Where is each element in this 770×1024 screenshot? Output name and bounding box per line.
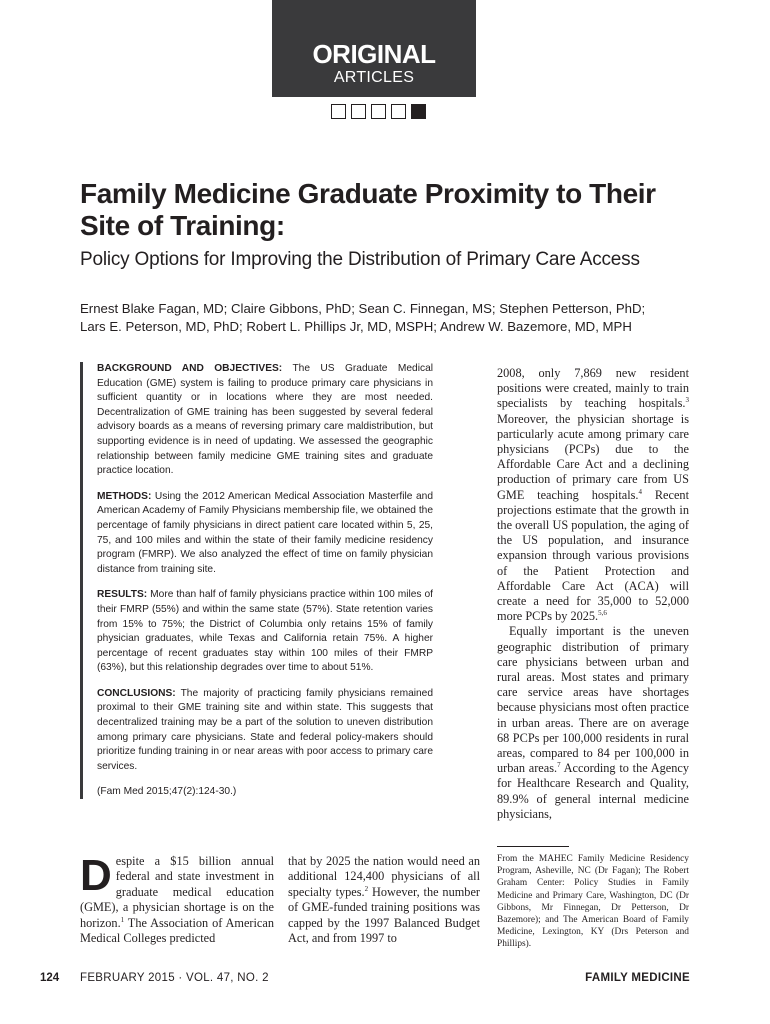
author-list [80, 300, 720, 336]
body-paragraph [497, 624, 689, 822]
drop-cap: D [80, 851, 112, 900]
indicator-box-empty [391, 104, 406, 119]
abstract-heading: BACKGROUND AND OBJECTIVES: [97, 363, 283, 374]
section-title: ORIGINAL [312, 39, 436, 69]
journal-name: FAMILY MEDICINE [585, 972, 690, 984]
reference-marker: 4 [638, 487, 642, 496]
abstract-results [97, 588, 433, 676]
body-column-left [80, 851, 274, 946]
issue-info: FEBRUARY 2015 · VOL. 47, NO. 2 [80, 972, 269, 984]
abstract-text: The US Graduate Medical Education (GME) system is failing to produce primary care physicians in sufficient quantity or in locations where they are most needed. Decentralization of GME training has been suggested by several federal advisory boards as a means of reversing primary care maldistribution, but supporting evidence is in need of updating. We assessed the geographic relationship between family medicine GME training sites and graduate practice location. [97, 363, 433, 477]
body-text: 2008, only 7,869 new resident positions were created, mainly to train specialists by teaching hospitals. [497, 366, 689, 411]
body-column-right [497, 366, 689, 822]
abstract-text: More than half of family physicians practice within 100 miles of their FMRP (55%) and within the same state (57%). State retention varies from 15% to 75%; the District of Columbia only retains 15% of family physician graduates, while Texas and California retain 75%. A higher percentage of recent graduates stay within 100 miles of their FMRP (63%), but this relationship degrades over time to about 51%. [97, 589, 433, 674]
body-text: However, the number of GME-funded training positions was capped by the 1997 Balanced Budget Act, and from 1997 to [288, 884, 480, 946]
body-text: The Association of American Medical Colleges predicted [80, 915, 274, 946]
author-line: Lars E. Peterson, MD, PhD; Robert L. Phillips Jr, MD, MSPH; Andrew W. Bazemore, MD, MPH [80, 319, 632, 334]
abstract-heading: CONCLUSIONS: [97, 687, 176, 699]
page-footer [40, 972, 690, 988]
affiliation-footnote: From the MAHEC Family Medicine Residency Program, Asheville, NC (Dr Fagan); The Robert Graham Center: Policy Studies in Family Medicine and Primary Care, Washington, DC (Dr Gibbons, Mr Finnegan, Dr Petterson, Dr Bazemore); and The American Board of Family Medicine, Lexington, KY (Drs Peterson and Phillips). [497, 854, 689, 950]
footnote-rule [497, 846, 569, 847]
abstract-text: Using the 2012 American Medical Association Masterfile and American Academy of Family Physicians membership file, we obtained the percentage of family physicians in direct patient care located within 5, 25, 75, and 100 miles and within the state of their family medicine residency program (FMRP). We also analyzed the effect of time on family physician distance from training site. [97, 490, 433, 575]
section-subtitle: ARTICLES [333, 69, 415, 86]
abstract-background [97, 362, 433, 479]
reference-marker: 2 [364, 884, 369, 893]
abstract [80, 362, 433, 799]
reference-marker: 7 [557, 761, 561, 770]
body-text: espite a $15 billion annual federal and state investment in graduate medical education (GME), a physician shortage is on the horizon. [80, 854, 274, 930]
article-subtitle: Policy Options for Improving the Distribution of Primary Care Access [80, 249, 640, 270]
abstract-methods [97, 490, 433, 578]
body-text: Recent projections estimate that the growth in the overall US population, the aging of the US population, and insurance expansion through various provisions of the Patient Protection and Affordable Care Act (ACA) will create a need for 35,000 to 52,000 more PCPs by 2025. [497, 487, 689, 624]
body-text: According to the Agency for Healthcare Research and Quality, 89.9% of general internal medicine physicians, [497, 761, 690, 821]
section-indicator [331, 104, 426, 120]
abstract-text: The majority of practicing family physicians remained proximal to their GME training site and within state. This suggests that decentralized training may be a part of the solution to uneven distribution among primary care physicians. State and federal policy-makers should prioritize funding training in or near areas with poor access to primary care services. [97, 687, 433, 772]
body-text: Moreover, the physician shortage is particularly acute among primary care physicians (PCPs) due to the Affordable Care Act and a declining production of primary care from US GME teaching hospitals. [497, 411, 689, 502]
reference-marker: 5,6 [598, 609, 607, 618]
body-text: that by 2025 the nation would need an additional 124,400 physicians of all specialty types. [288, 854, 480, 899]
reference-marker: 3 [685, 396, 689, 405]
indicator-box-empty [331, 104, 346, 119]
article-title: Family Medicine Graduate Proximity to Their Site of Training: [80, 178, 656, 241]
citation: (Fam Med 2015;47(2):124-30.) [97, 786, 237, 798]
author-line: Ernest Blake Fagan, MD; Claire Gibbons, PhD; Sean C. Finnegan, MS; Stephen Petterson, PhD; [80, 301, 646, 316]
abstract-heading: RESULTS: [97, 589, 148, 601]
reference-marker: 1 [120, 915, 125, 924]
page-number: 124 [40, 972, 60, 984]
abstract-heading: METHODS: [97, 490, 152, 502]
indicator-box-filled [411, 104, 426, 119]
abstract-conclusions [97, 687, 433, 775]
indicator-box-empty [351, 104, 366, 119]
body-paragraph [497, 366, 689, 624]
section-banner [272, 0, 476, 97]
body-text: Equally important is the uneven geographic distribution of primary care physicians between urban and rural areas. Most states and primary care service areas have shortages because physicians most often practice in urban areas. There are on average 68 PCPs per 100,000 residents in rural areas, compared to 84 per 100,000 in urban areas. [497, 624, 689, 776]
body-column-middle [288, 854, 480, 946]
indicator-box-empty [371, 104, 386, 119]
